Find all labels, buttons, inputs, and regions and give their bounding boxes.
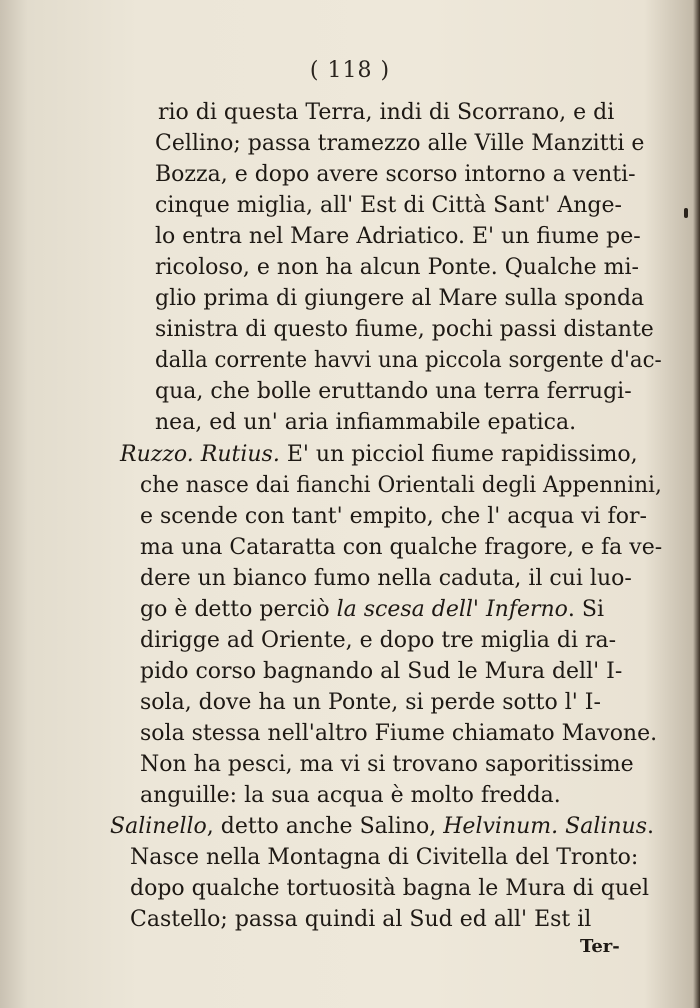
text-line: lo entra nel Mare Adriatico. E' un fiume pe- [155, 224, 641, 249]
text-line: anguille: la sua acqua è molto fredda. [140, 783, 561, 808]
text-line: Nasce nella Montagna di Civitella del Tronto: [130, 845, 639, 870]
text-line: cinque miglia, all' Est di Città Sant' Ange- [155, 193, 622, 218]
text-line: rio di questa Terra, indi di Scorrano, e di [158, 100, 615, 125]
text-line: nea, ed un' aria infiammabile epatica. [155, 410, 577, 435]
text-line: Bozza, e dopo avere scorso intorno a venti- [155, 162, 636, 187]
text-line: dirigge ad Oriente, e dopo tre miglia di ra- [140, 628, 617, 653]
text-line: ricoloso, e non ha alcun Ponte. Qualche mi- [155, 255, 639, 280]
text-line: Cellino; passa tramezzo alle Ville Manzitti e [155, 131, 645, 156]
latin-name: Helvinum. Salinus [443, 814, 648, 839]
text-line: go è detto perciò la scesa dell' Inferno. Si [140, 597, 605, 622]
text-line: e scende con tant' empito, che l' acqua vi for- [140, 504, 647, 529]
entry-line: Ruzzo. Rutius. E' un picciol fiume rapidissimo, [120, 442, 638, 467]
ink-speck [684, 208, 688, 218]
text-line: ma una Cataratta con qualche fragore, e fa ve- [140, 535, 663, 560]
text-line: dopo qualche tortuosità bagna le Mura di quel [130, 876, 650, 901]
text-line: che nasce dai fianchi Orientali degli Appennini, [140, 473, 662, 498]
text-line: dere un bianco fumo nella caduta, il cui luo- [140, 566, 632, 591]
text-line: sola, dove ha un Ponte, si perde sotto l' I- [140, 690, 601, 715]
entry-heading: Salinello [110, 814, 207, 839]
italic-phrase: la scesa dell' Inferno [336, 597, 568, 622]
text-line: dalla corrente havvi una piccola sorgente d'ac- [155, 348, 662, 373]
text-line: pido corso bagnando al Sud le Mura dell' I- [140, 659, 623, 684]
text-line: Castello; passa quindi al Sud ed all' Est il [130, 907, 592, 932]
text-line: sola stessa nell'altro Fiume chiamato Mavone. [140, 721, 658, 746]
catchword: Ter- [580, 936, 620, 957]
text-line: glio prima di giungere al Mare sulla sponda [155, 286, 645, 311]
text-line: sinistra di questo fiume, pochi passi distante [155, 317, 654, 342]
page-number: ( 118 ) [309, 58, 391, 83]
entry-line: Salinello, detto anche Salino, Helvinum. Salinus. [110, 814, 655, 839]
text-line: Non ha pesci, ma vi si trovano saporitissime [140, 752, 634, 777]
text-line: qua, che bolle eruttando una terra ferrugi- [155, 379, 632, 404]
entry-heading: Ruzzo. Rutius. [120, 442, 280, 467]
